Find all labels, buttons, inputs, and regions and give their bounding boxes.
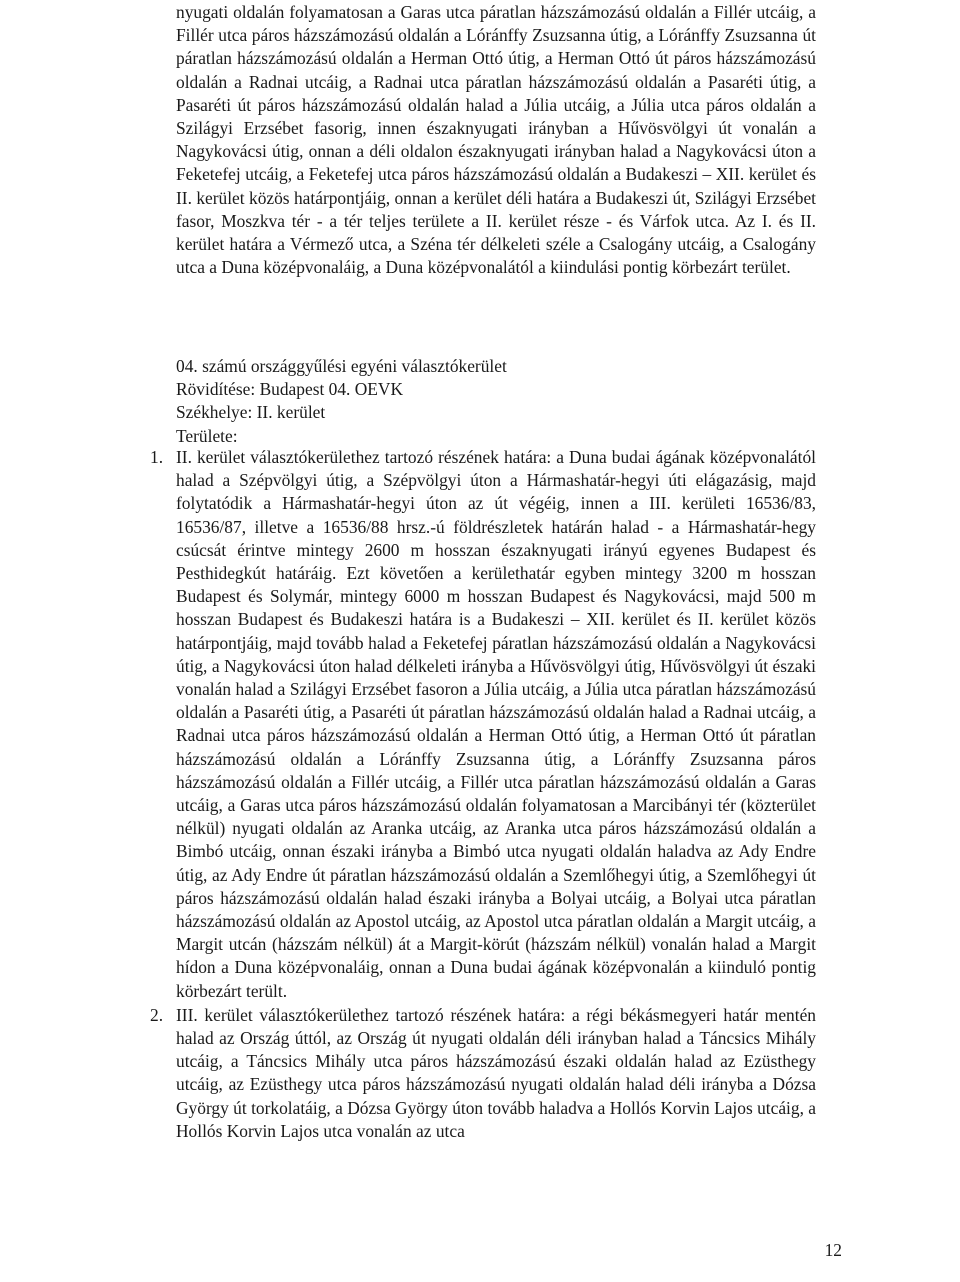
boundary-list — [0, 446, 960, 1143]
list-item-number: 2. — [150, 1004, 164, 1025]
district-title: 04. számú országgyűlési egyéni választókerület — [176, 356, 507, 376]
list-item-text: III. kerület választókerülethez tartozó részének határa: a régi békásmegyeri határ mentén halad az Ország úttól, az Ország út nyugati oldalán déli irányban halad a Táncsics Mihály utcáig, a Táncsics Mihály utca páros házszámozású északi oldalán halad az Ezüsthegy utcáig, az Ezüsthegy utca páros házszámozású nyugati oldalán halad déli irányba a Dózsa György út torkolatáig, a Dózsa György úton tovább haladva a Hollós Korvin Lajos utcáig, a Hollós Korvin Lajos utca vonalán az utca — [176, 1004, 816, 1141]
intro-paragraph: nyugati oldalán folyamatosan a Garas utca páratlan házszámozású oldalán a Fillér utcáig, a Fillér utca páros házszámozású oldalán a Lóránffy Zsuzsanna útig, a Lóránffy Zsuzsanna út páratlan házszámozású oldalán a Herman Ottó útig, a Herman Ottó út páros házszámozású oldalán a Radnai utcáig, a Radnai utca páratlan házszámozású oldalán a Pasaréti útig, a Pasaréti út páros házszámozású oldalán halad a Júlia utcáig, a Júlia utca páros oldalán a Szilágyi Erzsébet fasorig, innen északnyugati irányban a Hűvösvölgyi út vonalán a Nagykovácsi útig, onnan a déli oldalon északnyugati irányban halad a Nagykovácsi úton a Feketefej utcáig, a Feketefej utca páros házszámozású oldalán a Budakeszi – XII. kerület és II. kerület közös határpontjáig, onnan a kerület déli határa a Budakeszi út, Szilágyi Erzsébet fasor, Moszkva tér - a tér teljes területe a II. kerület része - és Várfok utca. Az I. és II. kerület határa a Vérmező utca, a Széna tér délkeleti széle a Csalogány utcáig, a Csalogány utca a Duna középvonaláig, a Duna középvonalától a kiindulási pontig körbezárt terület. — [176, 2, 816, 278]
page-number: 12 — [824, 1240, 842, 1260]
list-item — [0, 446, 960, 1003]
list-item-number: 1. — [150, 447, 164, 467]
district-seat: Székhelye: II. kerület — [176, 402, 326, 423]
district-abbreviation: Rövidítése: Budapest 04. OEVK — [176, 379, 404, 400]
list-item-text: II. kerület választókerülethez tartozó részének határa: a Duna budai ágának középvonalától halad a Szépvölgyi útig, a Szépvölgyi úton a Hármashatár-hegyi úti elágazásig, majd folytatódik a Hármashatár-hegyi úton az út végéig, innen a III. kerületi 16536/83, 16536/87, illetve a 16536/88 hrsz.-ú földrészletek határán halad - a Hármashatár-hegy csúcsát érintve mintegy 2600 m hosszan északnyugati irányú egyenes Budapest és Pesthidegkút határáig. Ezt követően a kerülethatár egyben mintegy 3200 m hosszan Budapest és Solymár, mintegy 6000 m hosszan Budapest és Nagykovácsi, majd 500 m hosszan Budapest és Budakeszi határa is a Budakeszi – XII. kerület és II. kerület közös határpontjáig, majd tovább halad a Feketefej páratlan házszámozású oldalán a Nagykovácsi útig, a Nagykovácsi úton halad délkeleti irányba a Hűvösvölgyi útig, Hűvösvölgyi út északi vonalán halad a Szilágyi Erzsébet fasoron a Júlia utcáig, a Júlia utca páratlan házszámozású oldalán a Pasaréti útig, a Pasaréti út páratlan házszámozású oldalán halad a Radnai utcáig, a Radnai utca páros házszámozású oldalán a Herman Ottó útig, a Herman Ottó út páratlan házszámozású oldalán a Lóránffy Zsuzsanna útig, a Lóránffy Zsuzsanna páros házszámozású oldalán a Fillér utcáig, a Fillér utca páratlan házszámozású oldalán a Garas utcáig, a Garas utca páros házszámozású oldalán folyamatosan a Marcibányi tér (közterület nélkül) nyugati oldalán az Aranka utcáig, az Aranka utca páros házszámozású oldalán a Bimbó utcáig, onnan északi irányba a Bimbó utca nyugati oldalán haladva az Ady Endre útig, az Ady Endre út páratlan házszámozású oldalán a Szemlőhegyi útig, a Szemlőhegyi út páros házszámozású oldalán halad északi irányba a Bolyai utcáig, a Bolyai utca páratlan házszámozású oldalán az Apostol utcáig, az Apostol utca páratlan oldalán a Margit utcáig, a Margit utcán (házszám nélkül) át a Margit-körút (házszám nélkül) vonalán halad a Margit hídon a Duna középvonaláig, onnan a Duna budai ágának középvonalán a kiinduló pontig körbezárt terült. — [176, 447, 816, 1001]
list-item — [0, 1004, 960, 1143]
district-area-label: Területe: — [176, 425, 238, 446]
district-header — [176, 355, 816, 448]
